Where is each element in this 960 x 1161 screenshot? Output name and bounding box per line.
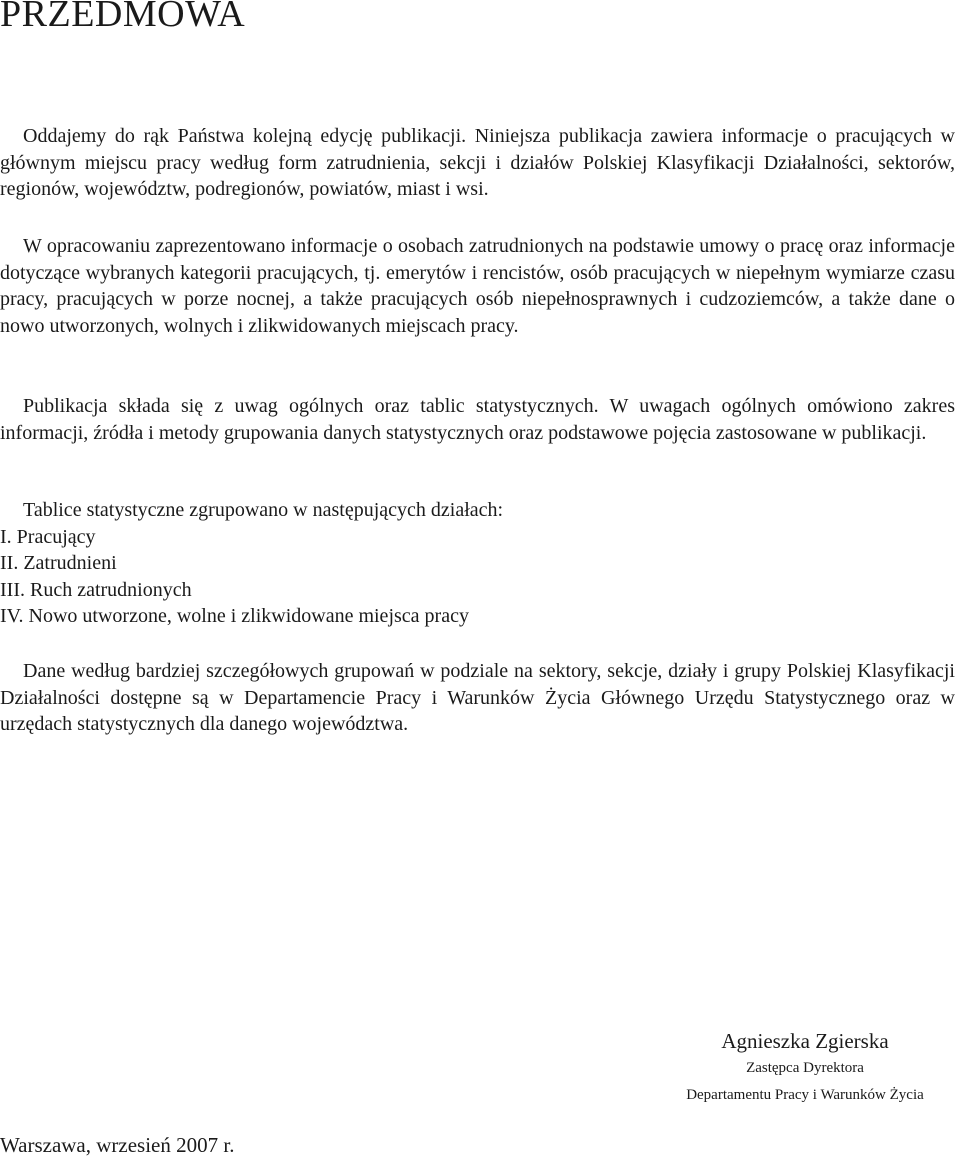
signatory-role: Zastępca Dyrektora (746, 1060, 864, 1076)
section-item: III. Ruch zatrudnionych (0, 578, 192, 601)
sections-list (0, 497, 955, 630)
signatory-department: Departamentu Pracy i Warunków Życia (686, 1087, 924, 1103)
availability-paragraph: Dane według bardziej szczegółowych grupowań w podziale na sektory, sekcje, działy i grupy Polskiej Klasyfikacji Działalności dostępne są w Departamencie Pracy i Warunków Życia Głównego Urzędu Statystycznego oraz w urzędach statystycznych dla danego województwa. (0, 660, 955, 735)
intro-paragraph: Oddajemy do rąk Państwa kolejną edycję publikacji. Niniejsza publikacja zawiera informacje o pracujących w głównym miejscu pracy według form zatrudnienia, sekcji i działów Polskiej Klasyfikacji Działalności, sektorów, regionów, województw, podregionów, powiatów, miast i wsi. (0, 125, 955, 200)
page-title: PRZEDMOWA (0, 0, 246, 35)
section-item: IV. Nowo utworzone, wolne i zlikwidowane miejsca pracy (0, 605, 469, 627)
section-item: I. Pracujący (0, 525, 96, 548)
scope-paragraph: W opracowaniu zaprezentowano informacje o osobach zatrudnionych na podstawie umowy o pracę oraz informacje dotyczące wybranych kategorii pracujących, tj. emerytów i rencistów, osób pracujących w niepełnym wymiarze czasu pracy, pracujących w porze nocnej, a także pracujących osób niepełnosprawnych i cudzoziemców, a także dane o nowo utworzonych, wolnych i zlikwidowanych miejscach pracy. (0, 235, 955, 337)
signatory-name: Agnieszka Zgierska (721, 1029, 889, 1053)
sections-intro: Tablice statystyczne zgrupowano w następujących działach: (23, 499, 504, 521)
section-item: II. Zatrudnieni (0, 552, 117, 574)
signature-block (655, 1027, 955, 1109)
place-and-date: Warszawa, wrzesień 2007 r. (0, 1133, 235, 1157)
structure-paragraph: Publikacja składa się z uwag ogólnych oraz tablic statystycznych. W uwagach ogólnych omówiono zakres informacji, źródła i metody grupowania danych statystycznych oraz podstawowe pojęcia zastosowane w publikacji. (0, 395, 955, 444)
